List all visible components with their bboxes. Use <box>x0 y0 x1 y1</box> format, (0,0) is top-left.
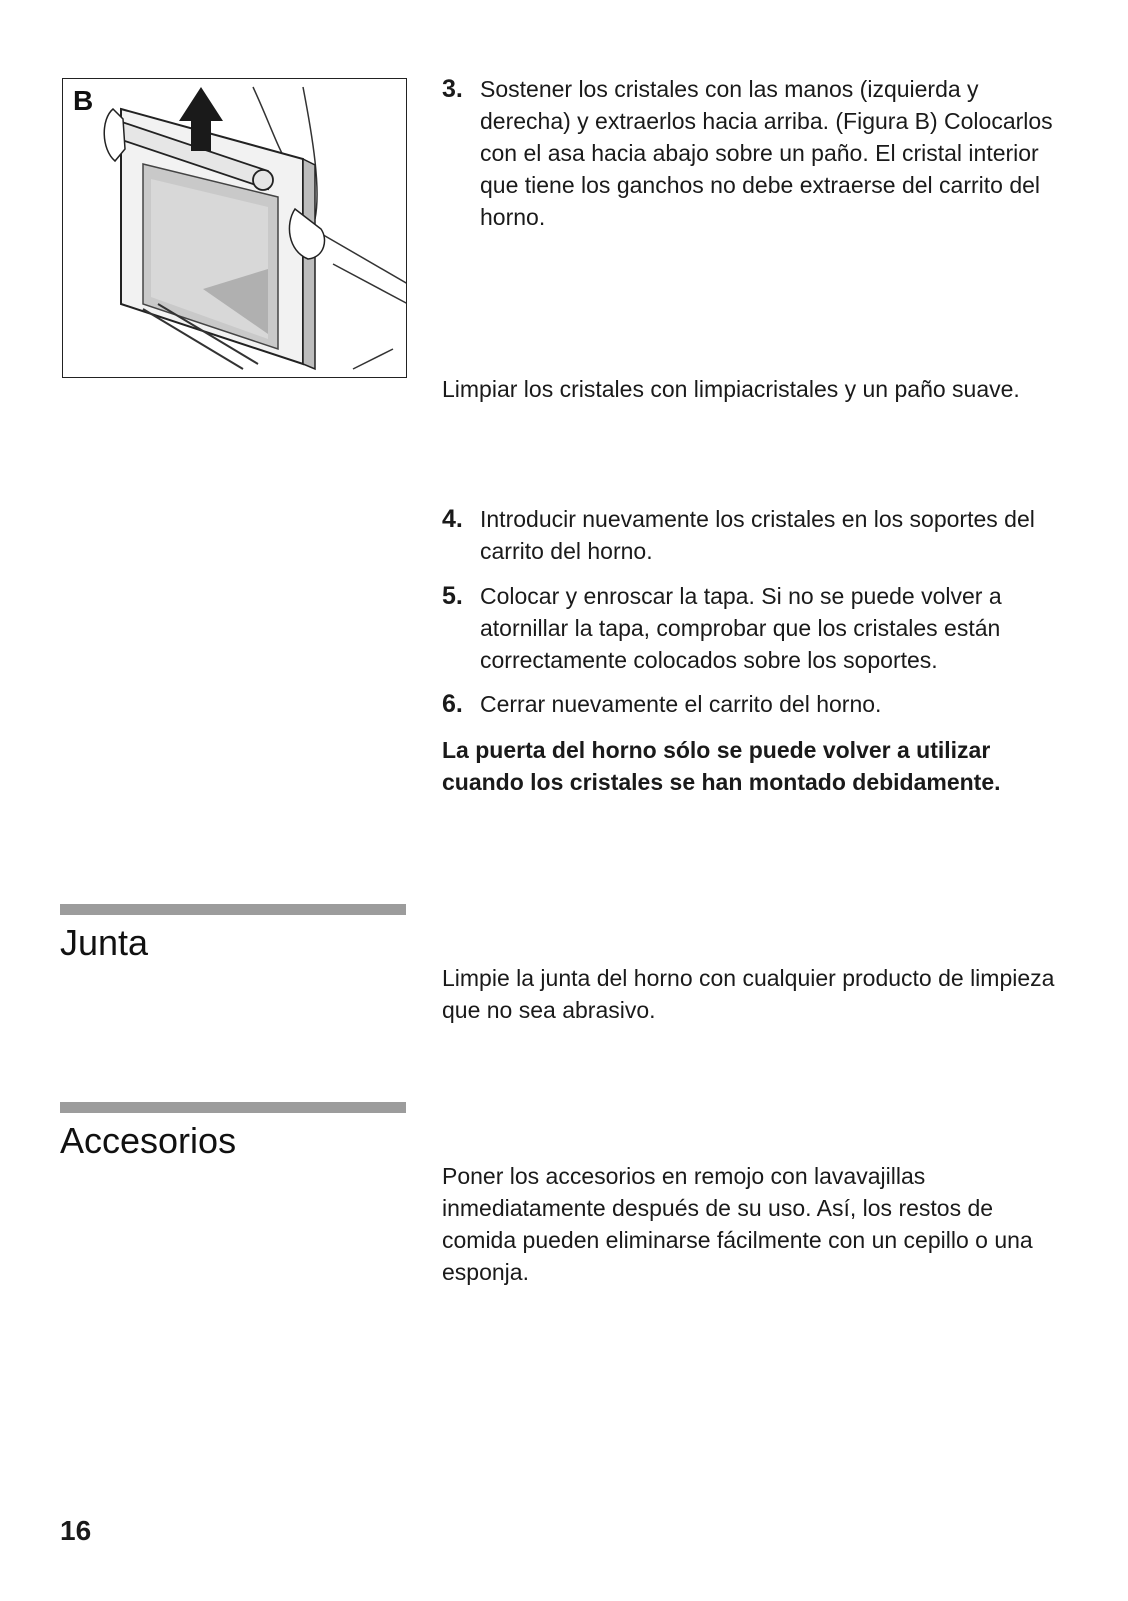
step-number: 6. <box>442 690 463 718</box>
figure-label: B <box>73 85 94 116</box>
section-text-junta: Limpie la junta del horno con cualquier producto de limpieza que no sea abrasivo. <box>442 965 1055 1023</box>
step-5 <box>442 580 1067 676</box>
warning-note: La puerta del horno sólo se puede volver a utilizar cuando los cristales se han montado debidamente. <box>442 737 1001 795</box>
step-3 <box>442 73 1067 233</box>
figure-b <box>62 78 407 378</box>
step-text: Cerrar nuevamente el carrito del horno. <box>480 691 882 717</box>
section-rule-accesorios <box>60 1102 406 1113</box>
step-text: Sostener los cristales con las manos (izquierda y derecha) y extraerlos hacia arriba. (Figura B) Colocarlos con el asa hacia abajo sobre un paño. El cristal interior que tiene los ganchos no debe extraerse del carrito del horno. <box>480 76 1053 230</box>
step-text: Colocar y enroscar la tapa. Si no se puede volver a atornillar la tapa, comprobar que los cristales están correctamente colocados sobre los soportes. <box>480 583 1002 673</box>
clean-note: Limpiar los cristales con limpiacristales y un paño suave. <box>442 376 1020 402</box>
step-6 <box>442 688 1067 720</box>
section-text-accesorios: Poner los accesorios en remojo con lavavajillas inmediatamente después de su uso. Así, los restos de comida pueden eliminarse fácilmente con un cepillo o una esponja. <box>442 1163 1033 1285</box>
section-title-junta: Junta <box>60 922 149 963</box>
step-number: 5. <box>442 582 463 610</box>
step-number: 3. <box>442 75 463 103</box>
step-4 <box>442 503 1067 567</box>
step-text: Introducir nuevamente los cristales en los soportes del carrito del horno. <box>480 506 1035 564</box>
page-number: 16 <box>60 1515 92 1546</box>
oven-door-illustration <box>63 79 407 378</box>
step-number: 4. <box>442 505 463 533</box>
section-title-accesorios: Accesorios <box>60 1120 237 1161</box>
section-rule-junta <box>60 904 406 915</box>
